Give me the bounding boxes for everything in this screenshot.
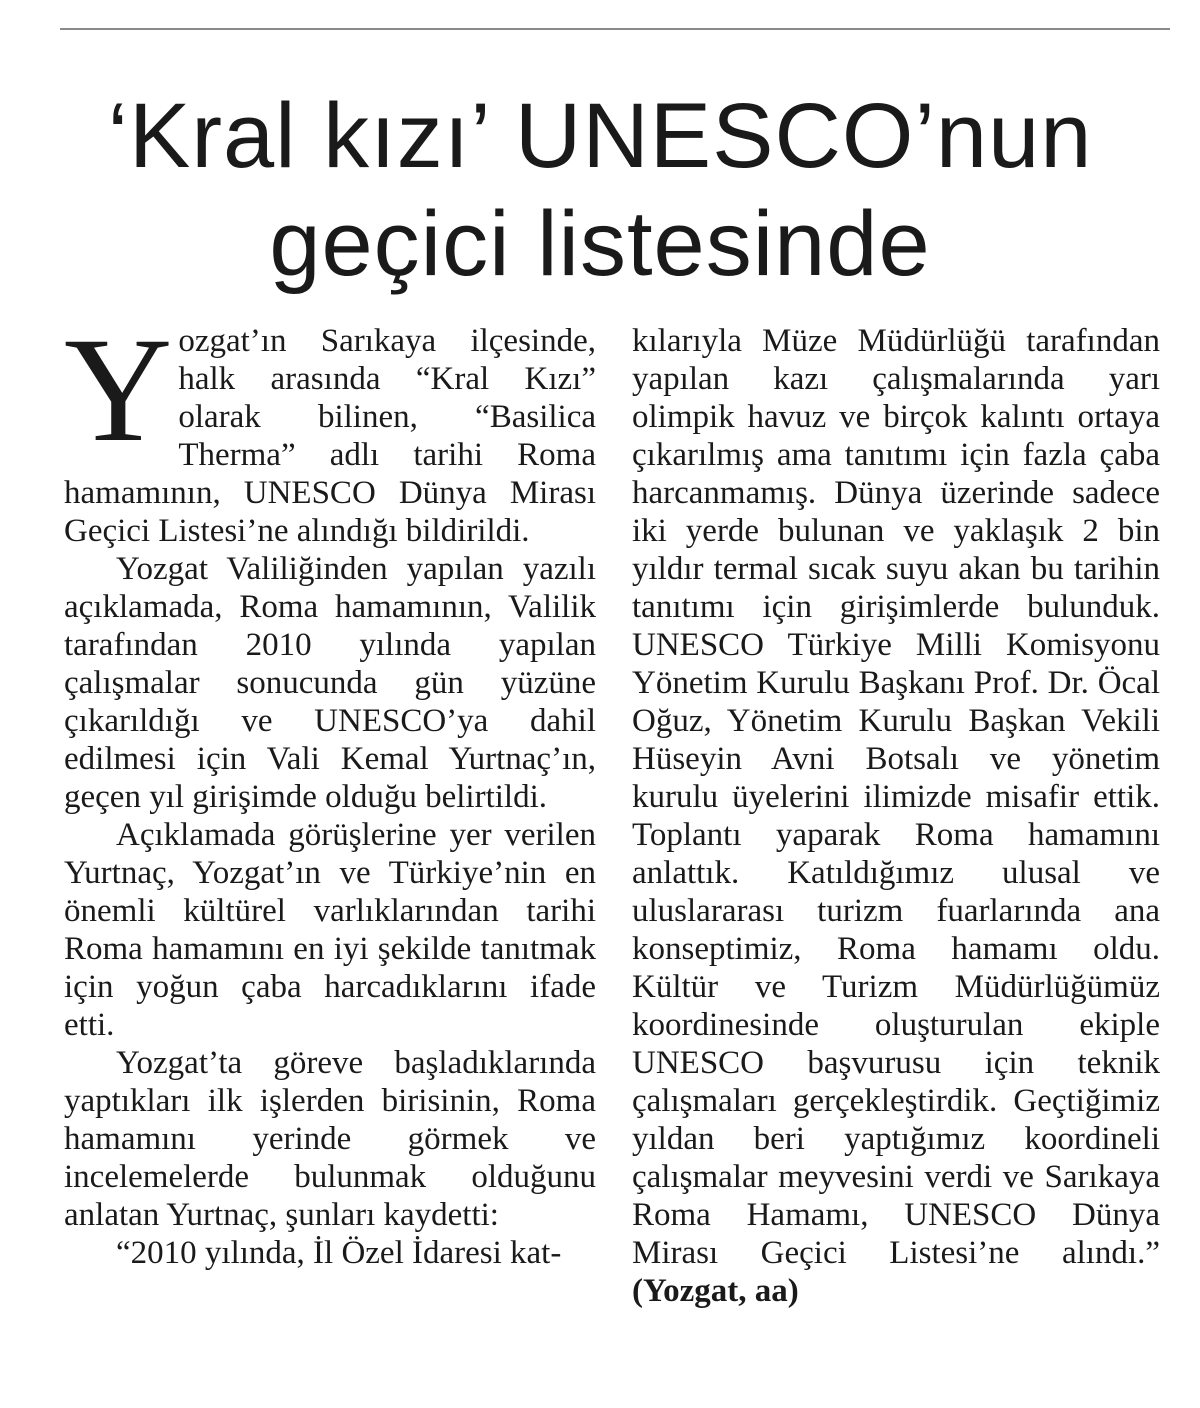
paragraph-2: Yozgat Valiliğinden yapılan yazılı açıklamada, Roma hamamının, Valilik tarafından 2010 yılında yapılan çalışmalar sonucunda gün yüzüne çıkarıldığı ve UNESCO’ya dahil edilmesi için Vali Kemal Yurtnaç’ın, geçen yıl girişimde olduğu belirtildi. xyxy=(64,551,596,815)
paragraph-4: Yozgat’ta göreve başladıklarında yaptıkları ilk işlerden birisinin, Roma hamamını yerinde görmek ve incelemelerde bulunmak olduğunu anlatan Yurtnaç, şunları kaydetti: xyxy=(64,1045,596,1233)
article-column-right xyxy=(632,322,1160,1310)
headline-line-1: ‘Kral kızı’ UNESCO’nun xyxy=(107,85,1093,187)
headline xyxy=(0,82,1200,298)
paragraph-5-continued xyxy=(632,322,1160,1310)
paragraph-3: Açıklamada görüşlerine yer verilen Yurtnaç, Yozgat’ın ve Türkiye’nin en önemli kültürel varlıklarından tarihi Roma hamamını en iyi şekilde tanıtmak için yoğun çaba harcadıklarını ifade etti. xyxy=(64,817,596,1043)
quote-text: kılarıyla Müze Müdürlüğü tarafından yapılan kazı çalışmalarında yarı olimpik havuz ve birçok kalıntı ortaya çıkarılmış ama tanıtımı için fazla çaba harcanmamış. Dünya üzerinde sadece iki yerde bulunan ve yaklaşık 2 bin yıldır termal sıcak suyu akan bu tarihin tanıtımı için girişimlerde bulunduk. UNESCO Türkiye Milli Komisyonu Yönetim Kurulu Başkanı Prof. Dr. Öcal Oğuz, Yönetim Kurulu Başkan Vekili Hüseyin Avni Botsalı ve yönetim kurulu üyelerini ilimizde misafir ettik. Toplantı yaparak Roma hamamını anlattık. Katıldığımız ulusal ve uluslararası turizm fuarlarında ana konseptimiz, Roma hamamı oldu. Kültür ve Turizm Müdürlüğümüz koordinesinde oluşturulan ekiple UNESCO başvurusu için teknik çalışmaları gerçekleştirdik. Geçtiğimiz yıldan beri yaptığımız koordineli çalışmalar meyvesini verdi ve Sarıkaya Roma Hamamı, UNESCO Dünya Mirası Geçici Listesi’ne alındı.” xyxy=(632,323,1160,1271)
article-column-left xyxy=(64,307,596,1272)
news-credit: (Yozgat, aa) xyxy=(632,1273,799,1309)
paragraph-1 xyxy=(64,307,596,550)
paragraph-1-text: ozgat’ın Sarıkaya ilçesinde, halk arasında “Kral Kızı” olarak bilinen, “Basilica Therma” adlı tarihi Roma hamamının, UNESCO Dünya Mirası Geçici Listesi’ne alındığı bildirildi. xyxy=(64,323,596,549)
headline-line-2: geçici listesinde xyxy=(269,193,931,295)
drop-cap: Y xyxy=(64,307,173,473)
top-rule xyxy=(60,28,1170,30)
paragraph-5-start: “2010 yılında, İl Özel İdaresi kat- xyxy=(116,1235,562,1271)
